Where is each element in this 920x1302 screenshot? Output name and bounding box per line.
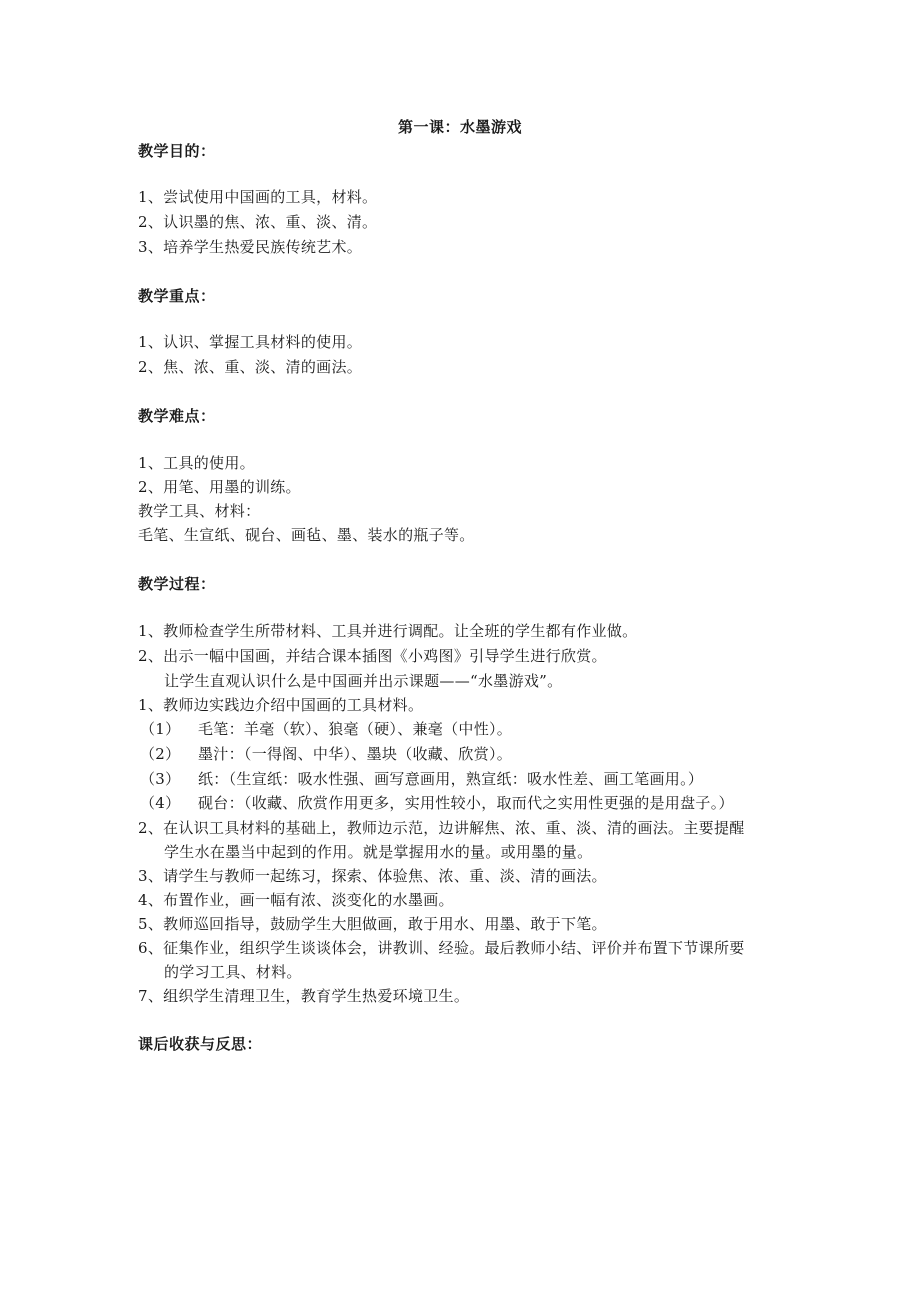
tool-item-number: （1）	[140, 720, 181, 738]
objectives-heading: 教学目的：	[138, 142, 216, 160]
difficulty-item: 2、用笔、用墨的训练。	[138, 478, 301, 496]
process-step-continuation: 的学习工具、材料。	[164, 963, 302, 981]
tool-item-text: 砚台：（收藏、欣赏作用更多，实用性较小，取而代之实用性更强的是用盘子。）	[198, 794, 734, 812]
process-step: 4、布置作业，画一幅有浓、淡变化的水墨画。	[138, 891, 454, 909]
tool-item-text: 纸：（生宣纸：吸水性强、画写意画用，熟宣纸：吸水性差、画工笔画用。）	[198, 770, 704, 788]
key-point-item: 2、焦、浓、重、淡、清的画法。	[138, 358, 363, 376]
objective-item: 2、认识墨的焦、浓、重、淡、清。	[138, 213, 378, 231]
process-step: 1、教师检查学生所带材料、工具并进行调配。让全班的学生都有作业做。	[138, 622, 638, 640]
process-step-continuation: 让学生直观认识什么是中国画并出示课题——“水墨游戏”。	[164, 672, 563, 690]
tool-item-number: （4）	[140, 794, 181, 812]
process-step: 3、请学生与教师一起练习，探索、体验焦、浓、重、淡、清的画法。	[138, 867, 607, 885]
process-step: 2、出示一幅中国画，并结合课本插图《小鸡图》引导学生进行欣赏。	[138, 647, 607, 665]
tool-item-text: 毛笔：羊毫（软）、狼毫（硬）、兼毫（中性）。	[198, 720, 513, 738]
lesson-title: 第一课：水墨游戏	[397, 118, 522, 136]
reflection-heading: 课后收获与反思：	[138, 1035, 263, 1053]
tool-item-number: （2）	[140, 745, 181, 763]
tool-item	[140, 743, 512, 764]
tool-item	[140, 768, 703, 789]
tools-list: 毛笔、生宣纸、砚台、画毡、墨、装水的瓶子等。	[138, 526, 475, 544]
key-point-item: 1、认识、掌握工具材料的使用。	[138, 333, 363, 351]
process-step: 7、组织学生清理卫生，教育学生热爱环境卫生。	[138, 987, 470, 1005]
process-step: 2、在认识工具材料的基础上，教师边示范，边讲解焦、浓、重、淡、清的画法。主要提醒	[138, 819, 745, 837]
tools-heading: 教学工具、材料：	[138, 502, 261, 520]
tool-item-text: 墨汁：（一得阁、中华）、墨块（收藏、欣赏）。	[198, 745, 513, 763]
objective-item: 1、尝试使用中国画的工具，材料。	[138, 188, 378, 206]
process-step-continuation: 学生水在墨当中起到的作用。就是掌握用水的量。或用墨的量。	[164, 843, 593, 861]
objective-item: 3、培养学生热爱民族传统艺术。	[138, 238, 363, 256]
tool-item	[140, 792, 734, 813]
process-step: 1、教师边实践边介绍中国画的工具材料。	[138, 696, 424, 714]
tool-item-number: （3）	[140, 770, 181, 788]
process-heading: 教学过程：	[138, 575, 216, 593]
difficulties-heading: 教学难点：	[138, 407, 216, 425]
difficulty-item: 1、工具的使用。	[138, 454, 255, 472]
process-step: 5、教师巡回指导，鼓励学生大胆做画，敢于用水、用墨、敢于下笔。	[138, 915, 607, 933]
key-points-heading: 教学重点：	[138, 287, 216, 305]
process-step: 6、征集作业，组织学生谈谈体会，讲教训、经验。最后教师小结、评价并布置下节课所要	[138, 939, 745, 957]
tool-item	[140, 718, 512, 739]
